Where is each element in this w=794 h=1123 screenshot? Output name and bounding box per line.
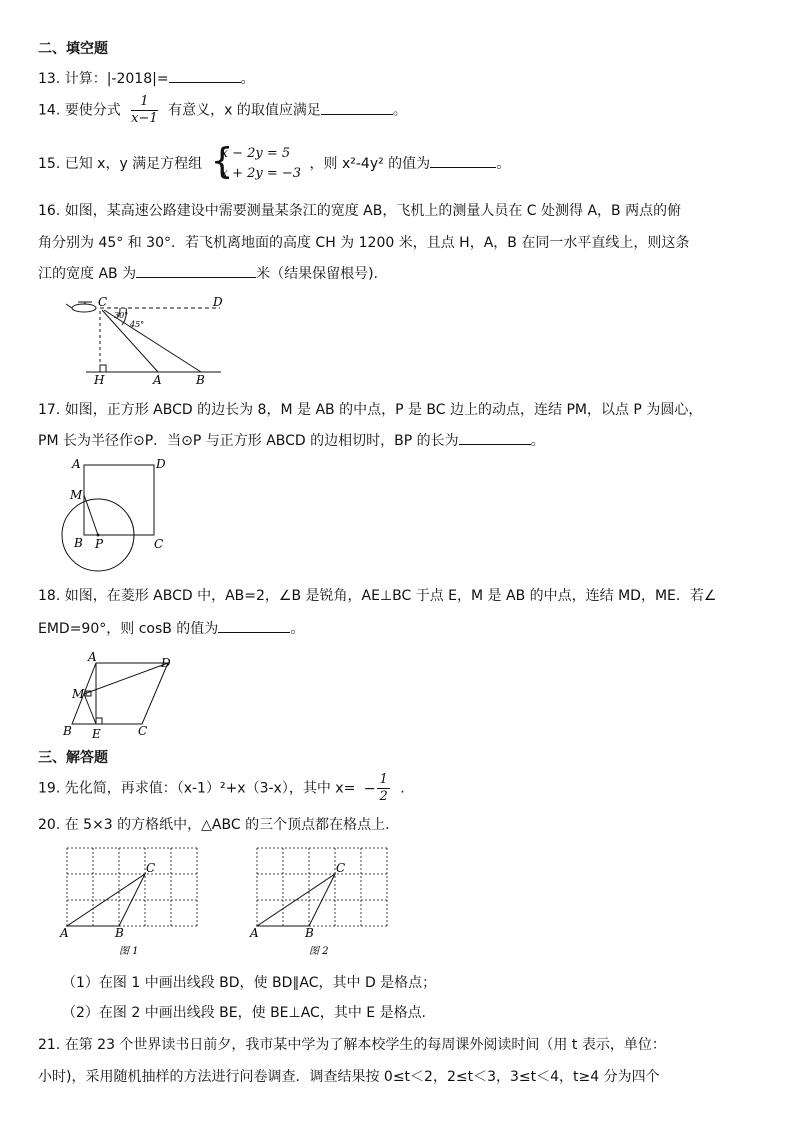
q15-answer-blank[interactable] — [430, 153, 496, 168]
label-a: A — [250, 926, 259, 940]
q15-post: 。 — [496, 156, 511, 172]
q15-equation-system — [210, 141, 302, 184]
question-20-line-1: 20. 在 5×3 的方格纸中，△ABC 的三个顶点都在格点上. — [38, 817, 390, 833]
q16-post: 米（结果保留根号). — [256, 266, 379, 282]
q19-numerator: 1 — [379, 772, 388, 787]
q14-answer-blank[interactable] — [321, 100, 393, 115]
question-14 — [38, 94, 407, 127]
question-16-line-2: 角分别为 45° 和 30°．若飞机离地面的高度 CH 为 1200 米，且点 H，A，B 在同一水平直线上，则这条 — [38, 235, 690, 251]
label-a: A — [60, 926, 69, 940]
question-17-line-1: 17. 如图，正方形 ABCD 的边长为 8，M 是 AB 的中点，P 是 BC 边上的动点，连结 PM，以点 P 为圆心， — [38, 402, 703, 418]
label-b: B — [74, 536, 83, 550]
q15-text: 15. 已知 x，y 满足方程组 — [38, 156, 203, 172]
q15-equation-1: x − 2y = 5 — [220, 146, 291, 161]
question-16-line-3 — [38, 263, 378, 283]
label-h: H — [94, 373, 105, 387]
question-19 — [38, 772, 405, 805]
q19-post: . — [400, 780, 405, 797]
question-18-line-2 — [38, 618, 304, 638]
q17-post: 。 — [530, 433, 545, 449]
q15-text-2: ，则 x²-4y² 的值为 — [309, 156, 431, 172]
q18-post: 。 — [290, 621, 305, 637]
q14-text: 14. 要使分式 — [38, 102, 121, 119]
airplane-icon — [66, 302, 96, 312]
segment-me — [84, 694, 96, 724]
section-title-fill-blank: 二、填空题 — [38, 41, 108, 57]
angle-45-label: 45° — [130, 320, 145, 329]
q17-answer-blank[interactable] — [459, 430, 531, 445]
question-17-line-2 — [38, 430, 545, 450]
q13-answer-blank[interactable] — [169, 68, 241, 83]
figure-20 — [55, 840, 405, 960]
figure-17 — [60, 455, 180, 575]
q15-equation-2: x + 2y = −3 — [220, 166, 302, 181]
brace-icon: { — [210, 141, 234, 182]
label-d: D — [161, 656, 171, 670]
grid-figure-2 — [249, 848, 387, 957]
label-c: C — [154, 537, 164, 551]
label-p: P — [95, 537, 104, 551]
label-m: M — [72, 687, 85, 701]
grid-figure-1 — [59, 848, 197, 957]
q16-answer-blank[interactable] — [136, 263, 256, 278]
section-title-solutions: 三、解答题 — [38, 750, 108, 766]
label-c: C — [336, 861, 346, 875]
label-b: B — [196, 373, 205, 387]
right-angle-mark — [100, 365, 106, 372]
triangle-abc-2 — [257, 874, 335, 926]
right-angle-mark-e — [96, 718, 102, 724]
label-d: D — [156, 457, 166, 471]
caption-figure-1: 图 1 — [119, 946, 139, 957]
label-m: M — [70, 488, 83, 502]
q18-text: EMD=90°，则 cosB 的值为 — [38, 621, 219, 637]
figure-16 — [56, 295, 236, 387]
question-21-line-2: 小时)，采用随机抽样的方法进行问卷调查．调查结果按 0≤t＜2，2≤t＜3，3≤t＜4，t≥4 分为四个 — [38, 1069, 660, 1085]
q17-text: PM 长为半径作⊙P．当⊙P 与正方形 ABCD 的边相切时，BP 的长为 — [38, 433, 459, 449]
q14-denominator: x−1 — [131, 111, 158, 126]
label-e: E — [92, 727, 101, 741]
label-c: C — [146, 861, 156, 875]
q13-post: 。 — [240, 71, 255, 87]
segment-pm — [84, 495, 98, 535]
q19-fraction — [377, 772, 389, 805]
q19-text: 19. 先化简，再求值：（x-1）²+x（3-x），其中 x= — [38, 780, 356, 797]
label-d: D — [213, 295, 223, 309]
q18-answer-blank[interactable] — [218, 618, 290, 633]
label-b: B — [63, 724, 72, 738]
question-20-part-2: （2）在图 2 中画出线段 BE，使 BE⊥AC，其中 E 是格点. — [62, 1005, 427, 1021]
question-20-part-1: （1）在图 1 中画出线段 BD，使 BD∥AC，其中 D 是格点； — [62, 975, 437, 991]
label-c: C — [138, 724, 148, 738]
q13-text: 13. 计算：|-2018|= — [38, 71, 169, 87]
question-15 — [38, 141, 511, 184]
label-a: A — [88, 651, 97, 664]
label-b: B — [305, 926, 314, 940]
triangle-abc-1 — [67, 874, 145, 926]
label-c: C — [98, 295, 108, 309]
label-b: B — [115, 926, 124, 940]
question-13 — [38, 68, 255, 88]
label-a: A — [153, 373, 162, 387]
segment-md — [84, 663, 168, 694]
q14-post: 。 — [392, 102, 407, 119]
q19-minus: − — [363, 780, 376, 797]
figure-18 — [58, 651, 183, 741]
q14-text-2: 有意义，x 的取值应满足 — [168, 102, 321, 119]
question-21-line-1: 21. 在第 23 个世界读书日前夕，我市某中学为了解本校学生的每周课外阅读时间（用 t 表示，单位： — [38, 1037, 666, 1053]
question-18-line-1: 18. 如图，在菱形 ABCD 中，AB=2，∠B 是锐角，AE⊥BC 于点 E，M 是 AB 的中点，连结 MD，ME．若∠ — [38, 588, 717, 604]
q14-fraction — [131, 94, 158, 127]
label-a: A — [72, 457, 81, 471]
angle-30-label: 30° — [114, 311, 129, 320]
q19-denominator: 2 — [379, 789, 388, 804]
caption-figure-2: 图 2 — [309, 946, 329, 957]
q14-numerator: 1 — [131, 94, 158, 111]
q16-text: 江的宽度 AB 为 — [38, 266, 137, 282]
question-16-line-1: 16. 如图，某高速公路建设中需要测量某条江的宽度 AB，飞机上的测量人员在 C 处测得 A，B 两点的俯 — [38, 203, 682, 219]
